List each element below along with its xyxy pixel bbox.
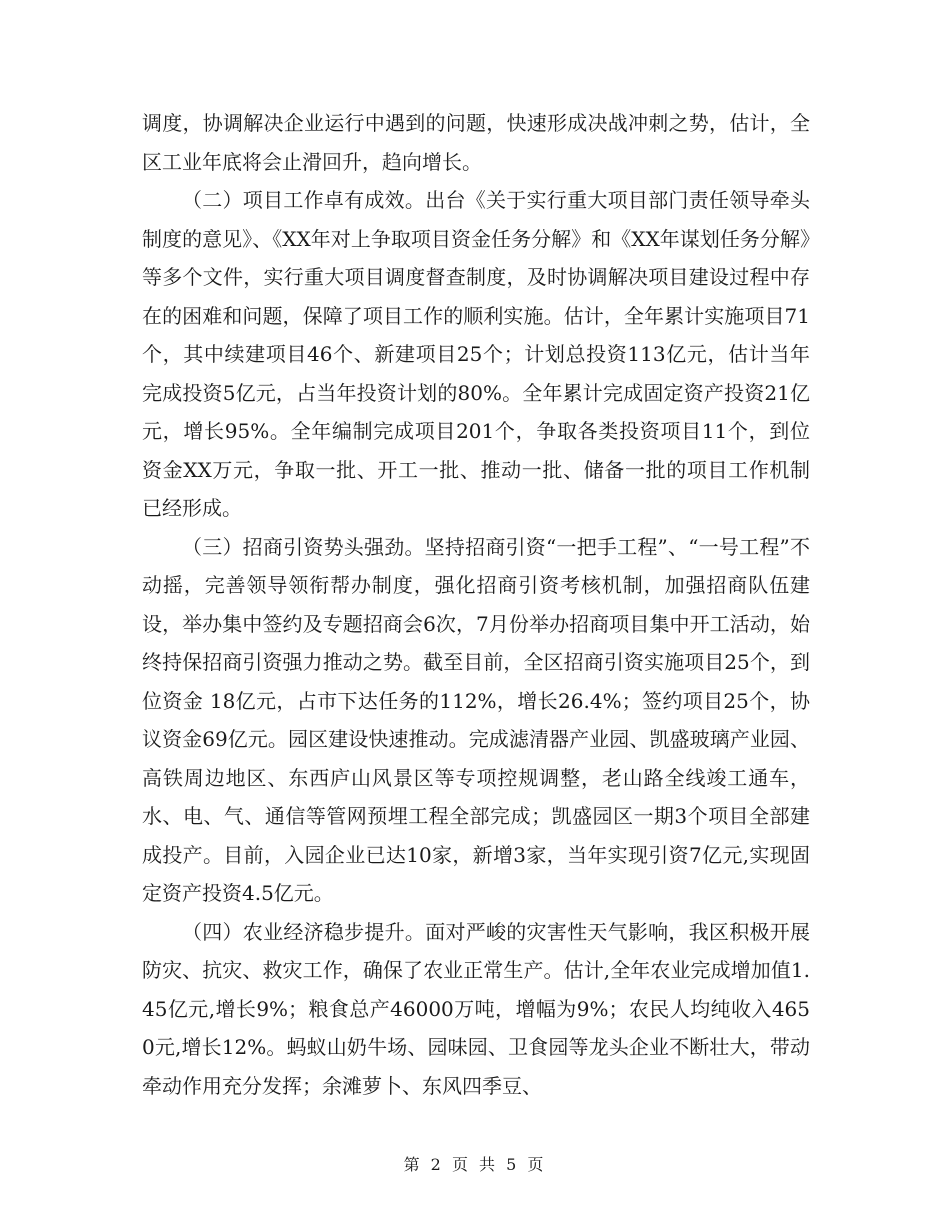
paragraph-continuation: 调度，协调解决企业运行中遇到的问题，快速形成决战冲刺之势，估计，全区工业年底将会止滑回升，趋向增长。 (142, 111, 810, 174)
paragraph-project-work: （二）项目工作卓有成效。出台《关于实行重大项目部门责任领导牵头制度的意见》、《XX年对上争取项目资金任务分解》和《XX年谋划任务分解》等多个文件，实行重大项目调度督查制度，及时协调解决项目建设过程中存在的困难和问题，保障了项目工作的顺利实施。估计，全年累计实施项目71个，其中续建项目46个、新建项目25个；计划总投资113亿元，估计当年完成投资5亿元，占当年投资计划的80%。全年累计完成固定资产投资21亿元，增长95%。全年编制完成项目201个，争取各类投资项目11个，到位资金XX万元，争取一批、开工一批、推动一批、储备一批的项目工作机制已经形成。 (142, 188, 810, 520)
paragraph-investment-attraction: （三）招商引资势头强劲。坚持招商引资“一把手工程”、“一号工程”不动摇，完善领导领衔帮办制度，强化招商引资考核机制，加强招商队伍建设，举办集中签约及专题招商会6次，7月份举办招商项目集中开工活动，始终持保招商引资强力推动之势。截至目前，全区招商引资实施项目25个，到位资金 18亿元，占市下达任务的112%，增长26.4%；签约项目25个，协议资金69亿元。园区建设快速推动。完成滤清器产业园、凯盛玻璃产业园、高铁周边地区、东西庐山风景区等专项控规调整，老山路全线竣工通车，水、电、气、通信等管网预埋工程全部完成；凯盛园区一期3个项目全部建成投产。目前，入园企业已达10家，新增3家，当年实现引资7亿元,实现固定资产投资4.5亿元。 (142, 534, 810, 905)
document-body (142, 104, 810, 1105)
page-number-footer: 第 2 页 共 5 页 (403, 1155, 547, 1174)
paragraph-agriculture: （四）农业经济稳步提升。面对严峻的灾害性天气影响，我区积极开展防灾、抗灾、救灾工作，确保了农业正常生产。估计,全年农业完成增加值1.45亿元,增长9%；粮食总产46000万吨，增幅为9%；农民人均纯收入4650元,增长12%。蚂蚁山奶牛场、园味园、卫食园等龙头企业不断壮大，带动牵动作用充分发挥；余滩萝卜、东风四季豆、 (142, 919, 810, 1098)
